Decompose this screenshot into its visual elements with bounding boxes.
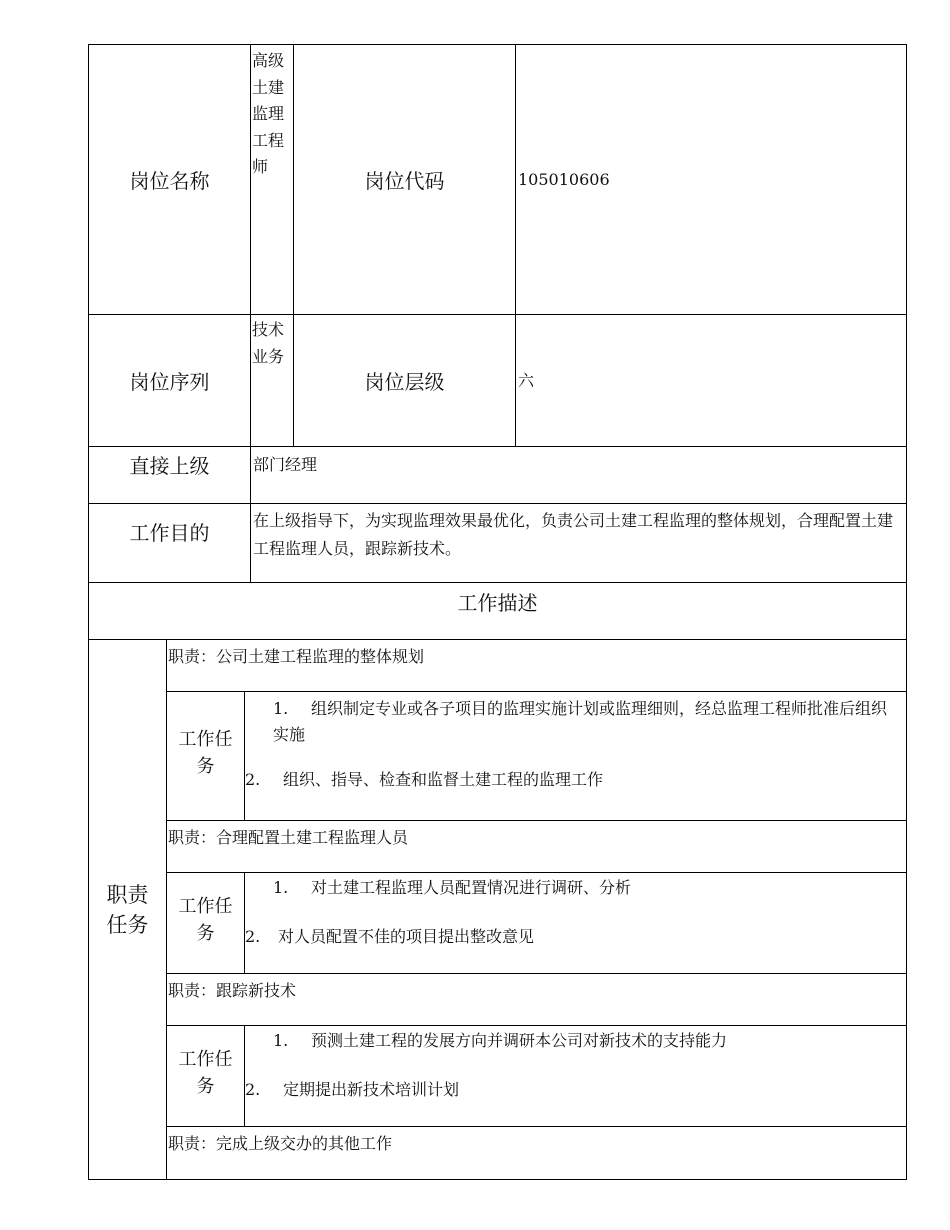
task-text: 组织制定专业或各子项目的监理实施计划或监理细则，经总监理工程师批准后组织实施 <box>273 699 888 744</box>
task-number: 1. <box>273 878 289 897</box>
task-1-2 <box>245 767 885 793</box>
position-code-value: 105010606 <box>515 44 907 315</box>
task-2-1 <box>273 875 893 901</box>
work-description-title: 工作描述 <box>88 582 907 640</box>
position-name-label: 岗位名称 <box>88 44 251 315</box>
duty-title-1: 职责：公司土建工程监理的整体规划 <box>166 639 907 692</box>
task-cell-1 <box>244 691 907 821</box>
purpose-label: 工作目的 <box>88 503 251 583</box>
purpose-value: 在上级指导下，为实现监理效果最优化，负责公司土建工程监理的整体规划，合理配置土建工程监理人员，跟踪新技术。 <box>250 503 907 583</box>
task-text: 定期提出新技术培训计划 <box>283 1080 460 1099</box>
task-1-1 <box>273 696 893 748</box>
task-number: 1. <box>273 1031 289 1050</box>
task-text: 对土建工程监理人员配置情况进行调研、分析 <box>311 878 632 897</box>
task-number: 1. <box>273 699 289 718</box>
level-value: 六 <box>515 314 907 447</box>
duty-title-2: 职责：合理配置土建工程监理人员 <box>166 820 907 873</box>
task-text: 对人员配置不佳的项目提出整改意见 <box>278 927 535 946</box>
position-name-value: 高级土建监理工程师 <box>250 44 294 315</box>
superior-label: 直接上级 <box>88 446 251 504</box>
task-label-3: 工作任务 <box>166 1025 245 1127</box>
task-number: 2. <box>245 1080 261 1099</box>
job-description-table <box>88 44 907 1180</box>
task-3-2 <box>245 1077 885 1103</box>
task-number: 2. <box>245 927 261 946</box>
task-text: 预测土建工程的发展方向并调研本公司对新技术的支持能力 <box>311 1031 728 1050</box>
task-cell-2 <box>244 872 907 974</box>
task-3-1 <box>273 1028 893 1054</box>
duty-title-3: 职责：跟踪新技术 <box>166 973 907 1026</box>
task-label-2: 工作任务 <box>166 872 245 974</box>
sequence-value: 技术业务 <box>250 314 294 447</box>
superior-value: 部门经理 <box>250 446 907 504</box>
task-text: 组织、指导、检查和监督土建工程的监理工作 <box>283 770 604 789</box>
task-number: 2. <box>245 770 261 789</box>
task-2-2 <box>245 924 885 950</box>
sequence-label: 岗位序列 <box>88 314 251 447</box>
duties-side-label: 职责任务 <box>88 639 167 1180</box>
duty-title-4: 职责：完成上级交办的其他工作 <box>166 1126 907 1180</box>
level-label: 岗位层级 <box>293 314 516 447</box>
task-label-1: 工作任务 <box>166 691 245 821</box>
position-code-label: 岗位代码 <box>293 44 516 315</box>
task-cell-3 <box>244 1025 907 1127</box>
